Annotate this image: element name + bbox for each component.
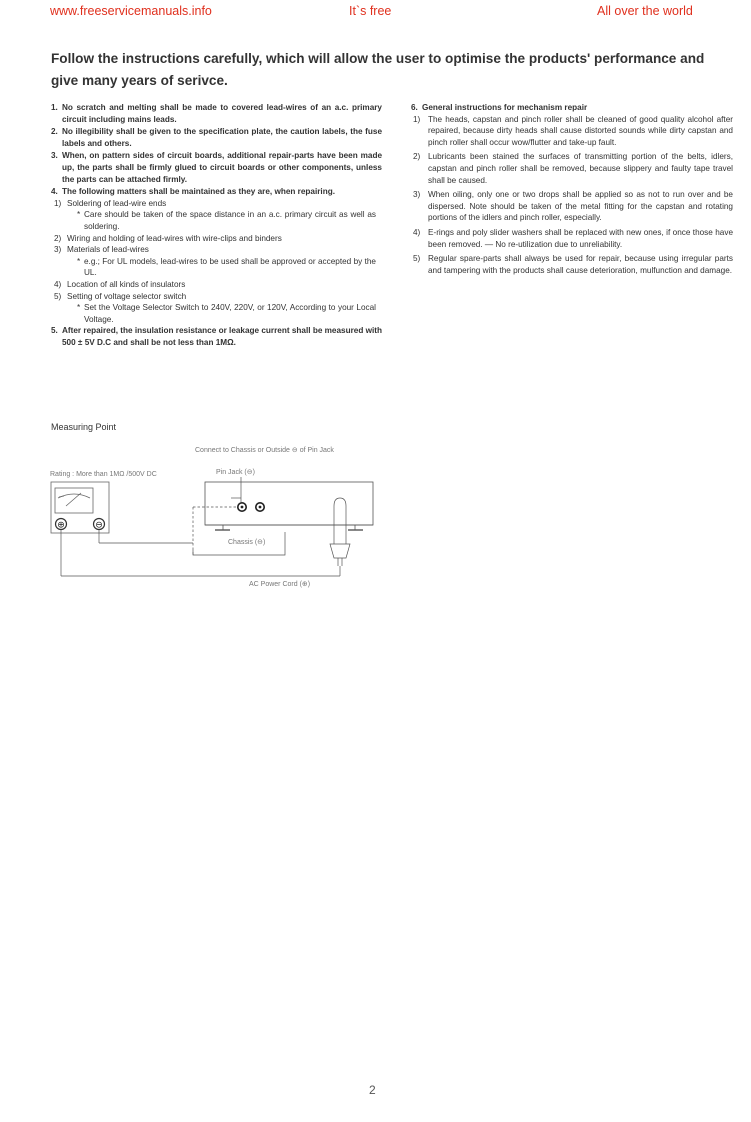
- step-text: Lubricants been stained the surfaces of transmitting portion of the belts, idlers, capstan and pinch roller shall be removed, because slippery and faulty tape travel shall be caused.: [428, 152, 733, 185]
- test-leads: [61, 530, 340, 576]
- page-number: 2: [369, 1083, 376, 1097]
- sub-number: 3): [54, 245, 62, 255]
- meter-plus-terminal: [56, 519, 67, 530]
- asterisk: *: [77, 210, 81, 220]
- step-number: 5): [413, 254, 421, 264]
- chassis-label: Chassis (⊖): [228, 539, 266, 546]
- rating-label: Rating : More than 1MΩ /500V DC: [50, 471, 157, 478]
- note-1: [51, 209, 382, 232]
- instruction-text: When, on pattern sides of circuit boards, additional repair-parts have been made up, the parts shall be firmly glued to circuit boards or other components, unless the parts can be attached firmly.: [62, 151, 382, 184]
- header-site-url[interactable]: www.freeservicemanuals.info: [50, 4, 212, 18]
- sub-text: Soldering of lead-wire ends: [67, 198, 167, 208]
- step-text: The heads, capstan and pinch roller shall be cleaned of good quality alcohol after repaired, because dirty heads shall cause distorted sounds while dirty capstan and pinch roller shall occur wow/flutter and take-up fault.: [428, 114, 733, 147]
- step-number: 3): [413, 190, 421, 200]
- pin-jack-label: Pin Jack (⊖): [216, 469, 255, 476]
- sub-number: 4): [54, 279, 62, 289]
- instruction-number: 5.: [51, 326, 58, 336]
- instruction-text: After repaired, the insulation resistance or leakage current shall be measured with 500 ± 5V D.C and shall be not less than 1MΩ.: [62, 326, 382, 347]
- device-unit: [205, 482, 373, 530]
- sub-text: Materials of lead-wires: [67, 245, 149, 255]
- mechanism-step-5: [411, 253, 733, 276]
- sub-item-4: [51, 279, 382, 291]
- sub-number: 1): [54, 198, 62, 208]
- step-text: E-rings and poly slider washers shall be replaced with new ones, if once those have been removed. — No re-utilization due to unreliability.: [428, 227, 733, 249]
- step-number: 1): [413, 114, 421, 124]
- note-text: Set the Voltage Selector Switch to 240V, 220V, or 120V, According to your Local Voltage.: [84, 303, 376, 324]
- sub-text: Setting of voltage selector switch: [67, 291, 187, 301]
- instruction-2: [51, 126, 382, 149]
- sub-item-1: [51, 198, 382, 210]
- instruction-text: General instructions for mechanism repair: [422, 103, 588, 112]
- instruction-4: [51, 186, 382, 198]
- sub-number: 2): [54, 233, 62, 243]
- step-text: When oiling, only one or two drops shall be applied so as not to run over and be dispersed. Note should be taken of the metal fitting for the capstan and rotating portions of the idlers and pinch roller, especially.: [428, 190, 733, 223]
- note-text: Care should be taken of the space distance in an a.c. primary circuit as well as soldering.: [84, 210, 376, 231]
- instruction-6: [411, 102, 733, 114]
- note-3: [51, 256, 382, 279]
- ac-power-cord-icon: [330, 498, 350, 566]
- measuring-point-title: Measuring Point: [51, 422, 117, 432]
- sub-text: Wiring and holding of lead-wires with wire-clips and binders: [67, 233, 282, 243]
- note-text: e.g.; For UL models, lead-wires to be used shall be approved or accepted by the UL.: [84, 256, 376, 278]
- chassis-connection: [193, 507, 285, 555]
- instruction-number: 1.: [51, 103, 58, 112]
- step-number: 2): [413, 152, 421, 162]
- instruction-text: The following matters shall be maintained as they are, when repairing.: [62, 187, 335, 197]
- minus-sign: ⊖: [95, 519, 103, 530]
- header-slogan: All over the world: [597, 4, 693, 18]
- asterisk: *: [77, 256, 81, 266]
- plus-sign: ⊕: [57, 519, 65, 530]
- pin-jack-icon: [238, 503, 264, 511]
- instruction-number: 2.: [51, 127, 58, 137]
- instruction-text: No illegibility shall be given to the specification plate, the caution labels, the fuse labels and others.: [62, 127, 382, 148]
- sub-number: 5): [54, 291, 62, 301]
- note-5: [51, 302, 382, 325]
- instruction-3: [51, 150, 382, 185]
- mechanism-step-2: [411, 151, 733, 186]
- sub-item-5: [51, 291, 382, 303]
- step-text: Regular spare-parts shall always be used for repair, because using irregular parts and tampering with the products shall cause deterioration, mulfunction and damage.: [428, 254, 733, 275]
- asterisk: *: [77, 303, 81, 313]
- intro-heading: Follow the instructions carefully, which will allow the user to optimise the products' performance and give many years of serivce.: [51, 51, 705, 88]
- step-number: 4): [413, 227, 421, 237]
- instruction-number: 3.: [51, 151, 58, 161]
- instruction-1: [51, 102, 382, 125]
- connect-label: Connect to Chassis or Outside ⊖ of Pin Jack: [195, 447, 334, 454]
- sub-item-3: [51, 244, 382, 256]
- mechanism-step-3: [411, 189, 733, 224]
- sub-item-2: [51, 233, 382, 245]
- mechanism-step-4: [411, 227, 733, 250]
- meter-minus-terminal: [94, 519, 105, 530]
- right-instructions: [411, 102, 733, 276]
- instruction-text: No scratch and melting shall be made to covered lead-wires of an a.c. primary circuit including mains leads.: [62, 103, 382, 124]
- instruction-number: 4.: [51, 187, 58, 197]
- ac-cord-label: AC Power Cord (⊕): [249, 581, 311, 588]
- measuring-diagram: [45, 440, 395, 590]
- mechanism-step-1: [411, 114, 733, 149]
- left-instructions: [51, 102, 382, 348]
- sub-text: Location of all kinds of insulators: [67, 279, 186, 289]
- instruction-5: [51, 325, 382, 348]
- header-tagline: It`s free: [349, 4, 392, 18]
- instruction-number: 6.: [411, 103, 418, 112]
